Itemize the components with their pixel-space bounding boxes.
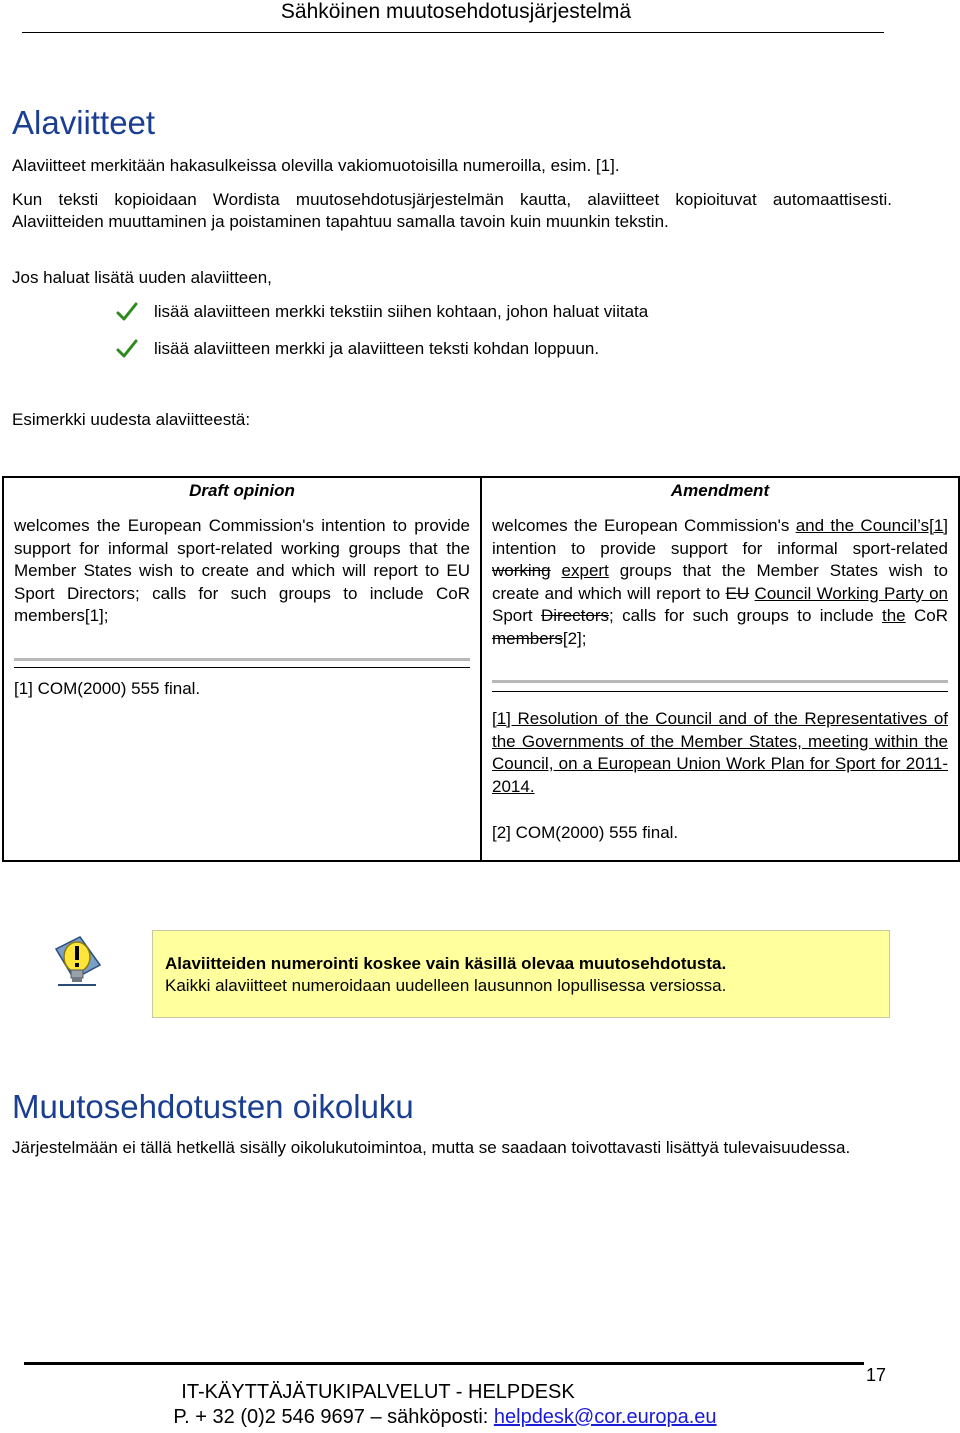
- bullet-text: lisää alaviitteen merkki ja alaviitteen teksti kohdan loppuun.: [154, 339, 600, 358]
- paragraph-proofreading: Järjestelmään ei tällä hetkellä sisälly oikolukutoimintoa, mutta se saadaan toivottavasti lisättyä tulevaisuudessa.: [12, 1138, 851, 1157]
- paragraph-how-to: Jos haluat lisätä uuden alaviitteen,: [12, 268, 272, 287]
- email-link[interactable]: helpdesk@cor.europa.eu: [493, 1406, 717, 1428]
- draft-opinion-cell: [3, 477, 481, 861]
- bullet-item: [116, 339, 599, 359]
- example-intro: Esimerkki uudesta alaviitteestä:: [12, 410, 251, 429]
- paragraph-copy-word: Kun teksti kopioidaan Wordista muutosehdotusjärjestelmän kautta, alaviitteet kopioituvat automaattisesti. Alaviitteiden muuttaminen ja poistaminen tapahtuu samalla tavoin kuin muunkin tekstin.: [12, 190, 892, 231]
- column-header-draft: Draft opinion: [189, 481, 295, 500]
- column-header-amendment: Amendment: [670, 481, 770, 500]
- paragraph-intro: Alaviitteet merkitään hakasulkeissa olevilla vakiomuotoisilla numeroilla, esim. [1].: [12, 156, 620, 175]
- example-table: [2, 476, 960, 862]
- amendment-text: welcomes the European Commission's and the Council’s[1] intention to provide support for informal sport-related working expert groups that the Member States wish to create and which will report to EU Council Working Party on Sport Directors; calls for such groups to include the CoR members[2];: [492, 516, 949, 648]
- bullet-item: [116, 302, 648, 322]
- amendment-footnote-1: [1] Resolution of the Council and of the Representatives of the Governments of the Member States, meeting within the Council, on a European Union Work Plan for Sport for 2011-2014.: [492, 709, 948, 796]
- amendment-cell: [481, 477, 959, 861]
- footer-divider: [24, 1362, 864, 1365]
- checkmark-icon: [116, 302, 138, 322]
- draft-text: welcomes the European Commission's intention to provide support for informal sport-related working groups that the Member States wish to create and which will report to EU Sport Directors; calls for such groups to include CoR members[1];: [14, 516, 470, 625]
- draft-footnote-1: [1] COM(2000) 555 final.: [14, 678, 201, 698]
- note-bold-text: Alaviitteiden numerointi koskee vain käsillä olevaa muutosehdotusta.: [165, 954, 727, 973]
- info-note-box: [152, 930, 890, 1018]
- footer-phone: P. + 32 (0)2 546 9697: [173, 1406, 365, 1428]
- footer-org: IT-KÄYTTÄJÄTUKIPALVELUT - HELPDESK: [181, 1381, 575, 1403]
- running-header: Sähköinen muutosehdotusjärjestelmä: [280, 0, 632, 23]
- footer-contact: P. + 32 (0)2 546 9697 – sähköposti: helpdesk@cor.europa.eu: [173, 1406, 717, 1428]
- lightbulb-warning-icon: [52, 935, 102, 997]
- checkmark-icon: [116, 339, 138, 359]
- footnote-separator: [14, 658, 470, 668]
- amendment-footnote-2: [2] COM(2000) 555 final.: [492, 823, 679, 842]
- section-title-footnotes: Alaviitteet: [12, 104, 156, 141]
- header-divider: [22, 32, 884, 33]
- note-text: Kaikki alaviitteet numeroidaan uudelleen lausunnon lopullisessa versiossa.: [165, 976, 727, 995]
- bullet-text: lisää alaviitteen merkki tekstiin siihen kohtaan, johon haluat viitata: [154, 302, 649, 321]
- footnote-separator: [492, 680, 948, 692]
- section-title-proofreading: Muutosehdotusten oikoluku: [12, 1088, 414, 1125]
- page-number: 17: [866, 1365, 887, 1385]
